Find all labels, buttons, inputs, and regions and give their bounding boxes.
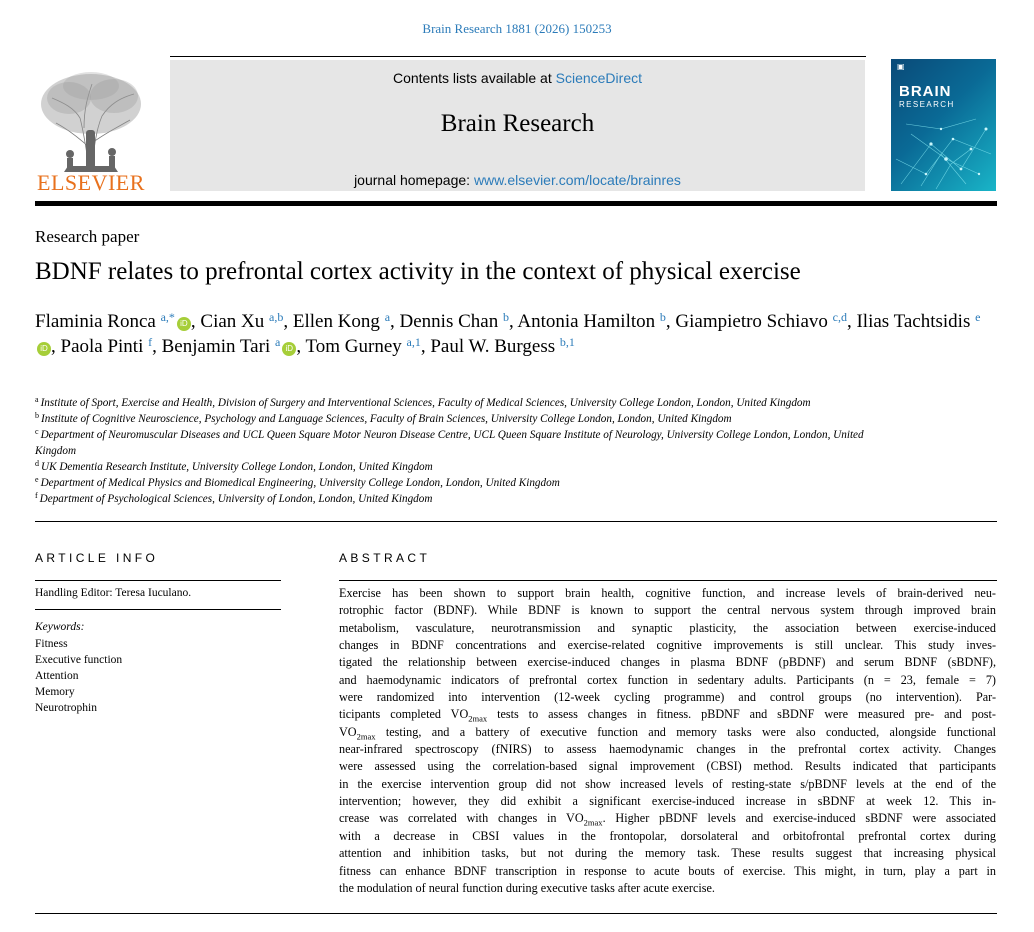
author-separator: , xyxy=(665,311,676,332)
abstract-text: and haemodynamic indicators of prefrontal cortex function in sedentary adults. Participants (n = 23, female = 7) xyxy=(339,672,996,687)
abstract-body xyxy=(339,585,996,897)
keyword-item: Memory xyxy=(35,686,75,698)
abstract-text: crease was correlated with changes in VO xyxy=(339,811,584,826)
author-affiliation-marker[interactable]: b xyxy=(659,310,666,324)
author-name[interactable]: Benjamin Tari xyxy=(161,336,271,357)
affiliation-list xyxy=(35,395,875,507)
journal-cover-thumbnail[interactable] xyxy=(891,59,996,191)
abstract-heading: ABSTRACT xyxy=(339,551,431,565)
abstract-text: intervention; however, they did exhibit a significant exercise-induced increase in sBDNF at week 12. This in- xyxy=(339,794,996,809)
author-separator: , xyxy=(390,311,400,332)
journal-homepage xyxy=(170,172,865,188)
abstract-line xyxy=(339,602,996,619)
affiliation-key: c xyxy=(35,427,39,436)
author-separator: , xyxy=(420,336,431,357)
keyword-item: Fitness xyxy=(35,638,68,650)
affiliation-item xyxy=(35,395,875,411)
author-separator: , xyxy=(508,311,518,332)
author-separator: , xyxy=(846,311,857,332)
header-top-rule xyxy=(170,56,866,57)
affiliation-text: Department of Psychological Sciences, University of London, London, United Kingdom xyxy=(39,493,433,505)
author-name[interactable]: Dennis Chan xyxy=(399,311,499,332)
author-separator: , xyxy=(283,311,293,332)
abstract-text: metabolism, vasculature, neurotransmission and synaptic plasticity, the association between exercise-induced xyxy=(339,620,996,635)
abstract-text: . Higher pBDNF levels and exercise-induced sBDNF were associated xyxy=(602,811,997,826)
journal-masthead xyxy=(170,60,865,191)
abstract-text: near-infrared spectroscopy (fNIRS) to assess haemodynamic changes in the prefrontal cortex activity. Changes xyxy=(339,742,996,757)
keyword-list xyxy=(35,636,122,716)
author-name[interactable]: Antonia Hamilton xyxy=(517,311,656,332)
abstract-rule xyxy=(339,580,997,581)
sciencedirect-link[interactable]: ScienceDirect xyxy=(555,70,642,86)
keywords-rule xyxy=(35,609,281,610)
abstract-text: were assessed using the correlation-based signal improvement (CBSI) method. Results indicated that participants xyxy=(339,759,996,774)
abstract-line xyxy=(339,620,996,637)
author-affiliation-marker[interactable]: a,* xyxy=(160,310,175,324)
section-divider xyxy=(35,521,997,522)
keyword-item: Attention xyxy=(35,670,79,682)
author-name[interactable]: Tom Gurney xyxy=(305,336,402,357)
abstract-line xyxy=(339,828,996,845)
abstract-text: ticipants completed VO xyxy=(339,707,469,722)
author-affiliation-marker[interactable]: a xyxy=(384,310,391,324)
abstract-text: tests to assess changes in fitness. pBDNF and sBDNF were measured pre- and post- xyxy=(487,707,996,722)
abstract-text: the modulation of neural function during executive tasks after acute exercise. xyxy=(339,880,715,895)
author-affiliation-marker[interactable]: a,b xyxy=(269,310,284,324)
abstract-line xyxy=(339,654,996,671)
affiliation-key: e xyxy=(35,475,39,484)
cover-subtitle: RESEARCH xyxy=(899,100,955,109)
abstract-text: changes in BDNF concentrations and exercise-related cognitive improvements is still unclear. This study inves- xyxy=(339,638,996,653)
affiliation-text: Department of Medical Physics and Biomedical Engineering, University College London, London, United Kingdom xyxy=(40,477,560,489)
article-info-rule xyxy=(35,580,281,581)
author-affiliation-marker[interactable]: a xyxy=(274,335,281,349)
keyword-item: Executive function xyxy=(35,654,123,666)
orcid-icon[interactable]: iD xyxy=(177,317,191,331)
abstract-line xyxy=(339,810,996,827)
footer-rule xyxy=(35,913,997,914)
author-affiliation-marker[interactable]: b,1 xyxy=(559,335,575,349)
abstract-line xyxy=(339,672,996,689)
author-name[interactable]: Paola Pinti xyxy=(60,336,144,357)
abstract-subscript: 2max xyxy=(468,713,488,724)
journal-homepage-link[interactable]: www.elsevier.com/locate/brainres xyxy=(473,172,681,188)
author-affiliation-marker[interactable]: c,d xyxy=(832,310,847,324)
cover-network-art-icon xyxy=(891,114,996,191)
abstract-line xyxy=(339,880,996,897)
abstract-line xyxy=(339,724,996,741)
affiliation-text: Institute of Sport, Exercise and Health, Division of Surgery and Interventional Sciences, Faculty of Medical Sciences, University College London, London, United Kingdom xyxy=(40,397,811,409)
abstract-line xyxy=(339,741,996,758)
affiliation-key: b xyxy=(35,411,39,420)
keyword-item: Neurotrophin xyxy=(35,702,97,714)
abstract-text: in the exercise intervention group did not show increased levels of resting-state s/pBDNF levels at the end of the xyxy=(339,776,996,791)
abstract-line xyxy=(339,758,996,775)
author-separator: , xyxy=(51,336,61,357)
elsevier-wordmark: ELSEVIER xyxy=(37,170,145,195)
affiliation-item xyxy=(35,459,875,475)
contents-prefix: Contents lists available at xyxy=(392,70,556,86)
author-separator: , xyxy=(296,336,306,357)
author-name[interactable]: Giampietro Schiavo xyxy=(675,311,828,332)
article-info-heading: ARTICLE INFO xyxy=(35,551,159,565)
affiliation-key: d xyxy=(35,459,39,468)
affiliation-item xyxy=(35,475,875,491)
abstract-line xyxy=(339,706,996,723)
contents-availability xyxy=(170,70,865,86)
orcid-icon[interactable]: iD xyxy=(37,342,51,356)
author-affiliation-marker[interactable]: f xyxy=(148,335,153,349)
author-name[interactable]: Ilias Tachtsidis xyxy=(856,311,971,332)
author-separator: , xyxy=(152,336,162,357)
affiliation-item xyxy=(35,491,875,507)
author-list xyxy=(35,309,985,359)
author-name[interactable]: Flaminia Ronca xyxy=(35,311,156,332)
journal-citation-link[interactable]: Brain Research 1881 (2026) 150253 xyxy=(422,21,612,36)
handling-editor: Handling Editor: Teresa Iuculano. xyxy=(35,587,192,599)
abstract-text: tigated the relationship between exercise-induced changes in plasma BDNF (pBDNF) and serum BDNF (sBDNF), xyxy=(339,655,996,670)
abstract-text: were randomized into intervention (12-week cycling programme) and control groups (no intervention). Par- xyxy=(339,690,996,705)
abstract-text: Exercise has been shown to support brain health, cognitive function, and increase levels of brain-derived neu- xyxy=(339,586,996,600)
header-thick-rule xyxy=(35,201,997,206)
abstract-text: testing, and a battery of executive function and memory tasks were also conducted, alongside functional xyxy=(375,724,996,739)
abstract-text: rotrophic factor (BDNF). While BDNF is known to support the central nervous system through improved brain xyxy=(339,603,996,618)
orcid-icon[interactable]: iD xyxy=(282,342,296,356)
author-name[interactable]: Cian Xu xyxy=(200,311,265,332)
abstract-text: VO xyxy=(339,724,357,739)
abstract-line xyxy=(339,637,996,654)
affiliation-text: Department of Neuromuscular Diseases and UCL Queen Square Motor Neuron Disease Centre, UCL Queen Square Institute of Neurology, University College London, London, United Kingdom xyxy=(35,429,864,457)
abstract-line xyxy=(339,793,996,810)
abstract-text: with a decrease in CBSI values in the frontopolar, dorsolateral and orbitofrontal prefrontal cortex during xyxy=(339,828,996,843)
author-affiliation-marker[interactable]: e xyxy=(975,310,981,324)
homepage-prefix: journal homepage: xyxy=(354,172,474,188)
affiliation-item xyxy=(35,427,875,459)
abstract-line xyxy=(339,689,996,706)
affiliation-text: UK Dementia Research Institute, University College London, London, United Kingdom xyxy=(41,461,433,473)
article-type: Research paper xyxy=(35,227,140,246)
author-affiliation-marker[interactable]: b xyxy=(502,310,509,324)
author-name[interactable]: Ellen Kong xyxy=(292,311,380,332)
author-affiliation-marker[interactable]: a,1 xyxy=(406,335,421,349)
abstract-line xyxy=(339,776,996,793)
elsevier-mini-logo-icon: ▣ xyxy=(897,62,905,71)
author-separator: , xyxy=(190,311,201,332)
affiliation-item xyxy=(35,411,875,427)
abstract-text: fitness can enhance BDNF transcription in response to acute bouts of exercise. This might, in turn, play a part in xyxy=(339,863,996,878)
author-name[interactable]: Paul W. Burgess xyxy=(430,336,556,357)
abstract-text: attention and inhibition tasks, but not during the memory task. These results suggest that increasing physical xyxy=(339,846,996,861)
affiliation-key: f xyxy=(35,491,38,500)
abstract-line xyxy=(339,585,996,602)
affiliation-text: Institute of Cognitive Neuroscience, Psychology and Language Sciences, Faculty of Brain Sciences, University College London, London, United Kingdom xyxy=(41,413,732,425)
article-title: BDNF relates to prefrontal cortex activity in the context of physical exercise xyxy=(35,258,801,285)
abstract-line xyxy=(339,845,996,862)
abstract-subscript: 2max xyxy=(356,731,376,742)
abstract-subscript: 2max xyxy=(583,817,603,828)
journal-title: Brain Research xyxy=(440,110,595,137)
abstract-line xyxy=(339,863,996,880)
keywords-label: Keywords: xyxy=(35,621,85,633)
cover-title: BRAIN xyxy=(899,83,952,100)
affiliation-key: a xyxy=(35,395,39,404)
